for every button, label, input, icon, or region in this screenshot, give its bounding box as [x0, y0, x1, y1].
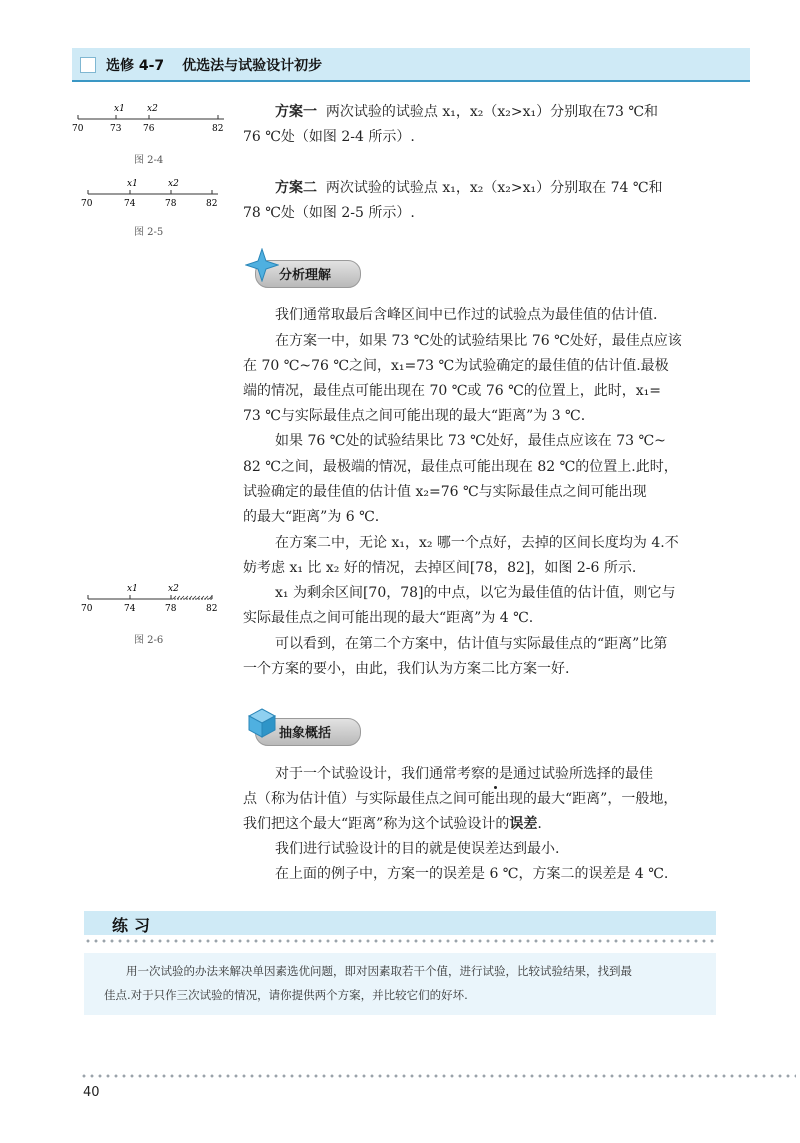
term-error: 误差: [509, 816, 538, 832]
number-line-2-5: [72, 175, 232, 211]
tick-label: 74: [124, 604, 136, 614]
analysis-line: 如果 76 ℃处的试验结果比 73 ℃处好，最佳点应该在 73 ℃~: [275, 433, 666, 449]
figure-caption: 图 2-4: [134, 155, 164, 166]
abstraction-line3: [243, 814, 542, 834]
analysis-line: x₁ 为剩余区间[70，78]的中点，以它为最佳值的估计值，则它与: [275, 585, 676, 601]
tick-label: 82: [212, 124, 224, 134]
analysis-line: 在方案一中，如果 73 ℃处的试验结果比 76 ℃处好，最佳点应该: [275, 333, 682, 349]
plan1-line2: 76 ℃处（如图 2-4 所示）.: [243, 129, 415, 145]
tick-label: 78: [165, 604, 177, 614]
text-run: 点（称为估计值）与实际最佳点之间: [243, 791, 467, 807]
plan2-line2: 78 ℃处（如图 2-5 所示）.: [243, 205, 415, 221]
analysis-line: 在 70 ℃~76 ℃之间，x₁=73 ℃为试验确定的最佳值的估计值.最极: [243, 358, 669, 374]
exercise-title: 练习: [112, 916, 157, 935]
number-line-2-6: [72, 580, 232, 616]
analysis-line: 的最大“距离”为 6 ℃.: [243, 509, 380, 525]
tick-label: 74: [124, 199, 136, 209]
exercise-box: [84, 953, 716, 1015]
text-run: 的最大“距离”，一般地，: [523, 791, 678, 807]
plan2-label: 方案二: [275, 180, 317, 196]
point-label-x1: x1: [114, 104, 125, 114]
plan1-label: 方案一: [275, 104, 317, 120]
analysis-line: 妨考虑 x₁ 比 x₂ 好的情况，去掉区间[78，82]，如图 2-6 所示.: [243, 560, 637, 576]
figure-2-5: [72, 175, 232, 215]
cube-icon: [245, 706, 279, 740]
plan1-line1: [275, 102, 658, 122]
point-label-x2: x2: [168, 584, 179, 594]
plan2-text: 两次试验的试验点 x₁，x₂（x₂>x₁）分别取在 74 ℃和: [325, 180, 663, 196]
emphasis-dots-text: 可能出现: [467, 791, 523, 807]
tick-label: 70: [81, 199, 93, 209]
figure-2-4: [72, 100, 232, 140]
header-text: [106, 55, 322, 75]
abstraction-line4: 我们进行试验设计的目的就是使误差达到最小.: [275, 841, 560, 857]
abstraction-line1: 对于一个试验设计，我们通常考察的是通过试验所选择的最佳: [275, 766, 653, 782]
header-title: 优选法与试验设计初步: [182, 58, 323, 74]
point-label-x2: x2: [168, 179, 179, 189]
analysis-line: 82 ℃之间，最极端的情况，最佳点可能出现在 82 ℃的位置上.此时，: [243, 459, 678, 475]
figure-2-6: [72, 580, 232, 620]
analysis-line: 可以看到，在第二个方案中，估计值与实际最佳点的“距离”比第: [275, 636, 668, 652]
tick-label: 76: [143, 124, 155, 134]
tick-label: 70: [81, 604, 93, 614]
abstraction-badge-label: 抽象概括: [279, 726, 332, 741]
header-square-icon: [80, 57, 96, 73]
analysis-line: 在方案二中，无论 x₁，x₂ 哪一个点好，去掉的区间长度均为 4.不: [275, 535, 679, 551]
number-line-2-4: [72, 100, 232, 136]
analysis-line: 我们通常取最后含峰区间中已作过的试验点为最佳值的估计值.: [275, 307, 658, 323]
figure-caption: 图 2-6: [134, 635, 164, 646]
footer-dotted-divider: [80, 1073, 796, 1079]
figure-caption: 图 2-5: [134, 227, 164, 238]
exercise-title-bar: [84, 911, 716, 935]
tick-label: 82: [206, 604, 218, 614]
tick-label: 78: [165, 199, 177, 209]
analysis-line: 试验确定的最佳值的估计值 x₂=76 ℃与实际最佳点之间可能出现: [243, 484, 647, 500]
page-number: 40: [83, 1085, 100, 1100]
exercise-line: 用一次试验的办法来解决单因素选优问题，即对因素取若干个值，进行试验，比较试验结果，找到最: [126, 964, 632, 978]
tick-label: 82: [206, 199, 218, 209]
analysis-badge: [243, 248, 373, 298]
analysis-line: 端的情况，最佳点可能出现在 70 ℃或 76 ℃的位置上，此时，x₁=: [243, 383, 661, 399]
tick-label: 70: [72, 124, 84, 134]
analysis-line: 一个方案的要小，由此，我们认为方案二比方案一好.: [243, 661, 570, 677]
analysis-badge-label: 分析理解: [279, 268, 332, 283]
abstraction-line2: [243, 789, 677, 809]
point-label-x1: x1: [127, 584, 138, 594]
plan2-line1: [275, 178, 663, 198]
star-icon: [245, 248, 279, 282]
analysis-line: 73 ℃与实际最佳点之间可能出现的最大“距离”为 3 ℃.: [243, 408, 586, 424]
text-run: .: [537, 816, 542, 832]
abstraction-badge: [243, 706, 373, 756]
analysis-line: 实际最佳点之间可能出现的最大“距离”为 4 ℃.: [243, 610, 534, 626]
abstraction-line5: 在上面的例子中，方案一的误差是 6 ℃，方案二的误差是 4 ℃.: [275, 866, 669, 882]
plan1-text: 两次试验的试验点 x₁，x₂（x₂>x₁）分别取在73 ℃和: [325, 104, 659, 120]
exercise-line: 佳点.对于只作三次试验的情况，请你提供两个方案，并比较它们的好坏.: [104, 988, 468, 1002]
point-label-x2: x2: [147, 104, 158, 114]
dotted-divider: [84, 938, 716, 944]
text-run: 我们把这个最大“距离”称为这个试验设计的: [243, 816, 510, 832]
point-label-x1: x1: [127, 179, 138, 189]
chapter-header: [72, 48, 750, 82]
header-section: 选修 4-7: [106, 58, 165, 74]
tick-label: 73: [110, 124, 122, 134]
